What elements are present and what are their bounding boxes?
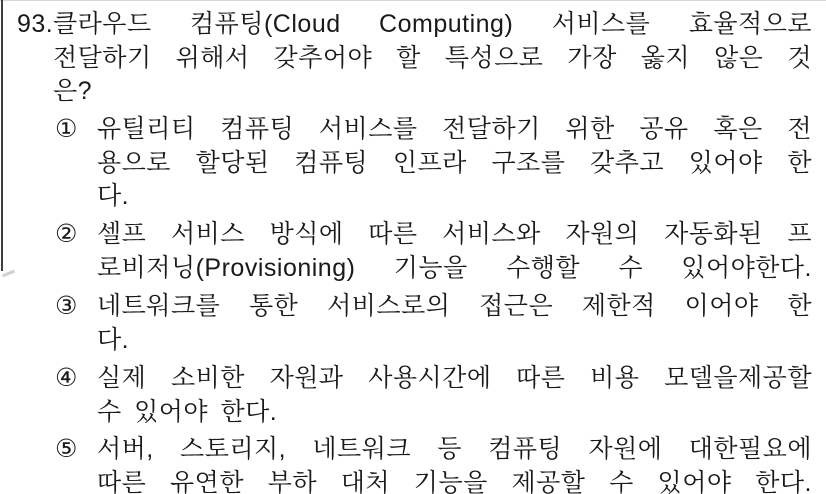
question-line: 은? <box>53 77 93 105</box>
option-2-text <box>97 218 812 285</box>
question-number: 93. <box>17 10 54 38</box>
option-row-1 <box>55 113 812 214</box>
option-line: 셀프 서비스 방식에 따른 서비스와 자원의 자동화된 프 <box>97 220 812 248</box>
option-line: 수 있어야 한다. <box>97 397 278 426</box>
column-divider-line <box>1 0 3 271</box>
question-line: 클라우드 컴퓨팅(Cloud Computing) 서비스를 효율적으로 <box>53 10 812 38</box>
option-line: 서버, 스토리지, 네트워크 등 컴퓨팅 자원에 대한필요에 <box>97 435 812 463</box>
option-3-marker: ③ <box>55 292 78 320</box>
option-3-text <box>97 290 812 357</box>
scan-artifact <box>2 270 15 278</box>
option-row-4 <box>55 362 812 429</box>
option-row-5 <box>55 433 812 494</box>
option-line: 다. <box>97 325 130 354</box>
option-5-text <box>97 433 812 494</box>
option-line: 다. <box>97 182 130 210</box>
option-line: 용으로 할당된 컴퓨팅 인프라 구조를 갖추고 있어야 한 <box>97 148 812 177</box>
option-line: 네트워크를 통한 서비스로의 접근은 제한적 이어야 한 <box>97 292 812 320</box>
question-block <box>17 8 812 109</box>
option-row-3 <box>55 290 812 357</box>
option-line: 따른 유연한 부하 대처 기능을 제공할 수 있어야 한다. <box>97 468 812 494</box>
option-1-marker: ① <box>55 115 78 143</box>
option-1-text <box>97 113 812 214</box>
option-4-text <box>97 362 812 429</box>
option-2-marker: ② <box>55 220 78 248</box>
question-text <box>53 8 812 109</box>
option-line: 로비저닝(Provisioning) 기능을 수행할 수 있어야한다. <box>97 253 812 282</box>
option-row-2 <box>55 218 812 285</box>
option-line: 실제 소비한 자원과 사용시간에 따른 비용 모델을제공할 <box>97 364 812 392</box>
page-top-edge-line <box>0 0 826 1</box>
option-line: 유틸리티 컴퓨팅 서비스를 전달하기 위한 공유 혹은 전 <box>97 115 812 143</box>
question-line: 전달하기 위해서 갖추어야 할 특성으로 가장 옳지 않은 것 <box>53 43 812 72</box>
option-5-marker: ⑤ <box>55 435 78 463</box>
option-4-marker: ④ <box>55 364 78 392</box>
